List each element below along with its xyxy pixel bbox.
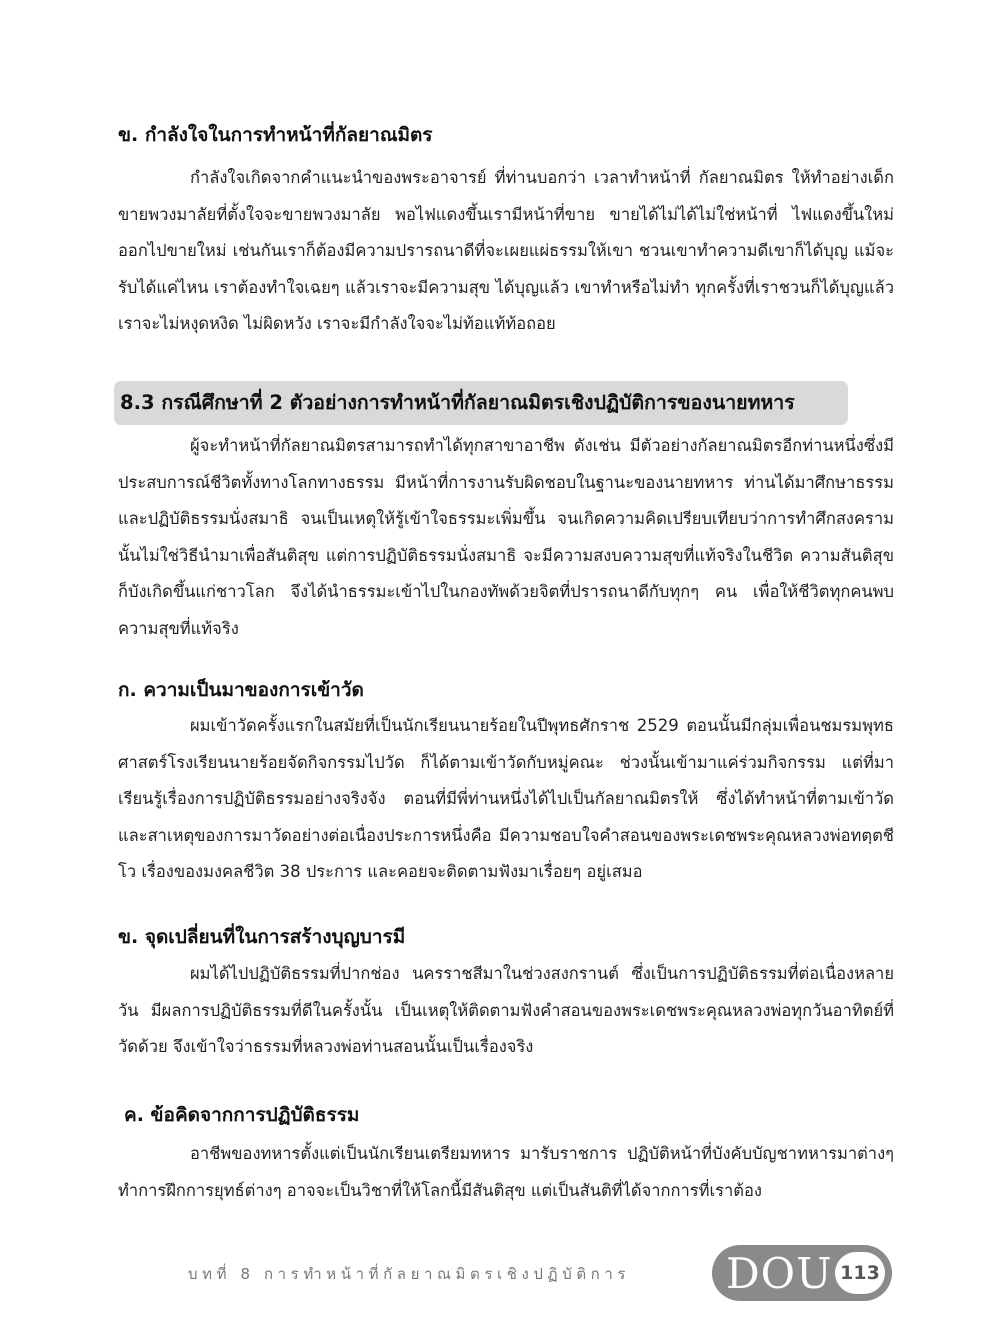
paragraph-case-study xyxy=(118,428,894,647)
heading-encouragement: ข. กำลังใจในการทำหน้าที่กัลยาณมิตร xyxy=(118,124,433,146)
paragraph-text: ผมเข้าวัดครั้งแรกในสมัยที่เป็นนักเรียนนายร้อยในปีพุทธศักราช 2529 ตอนนั้นมีกลุ่มเพื่อนชมรมพุทธศาสตร์โรงเรียนนายร้อยจัดกิจกรรมไปวัด ก็ได้ตามเข้าวัดกับหมู่คณะ ช่วงนั้นเข้ามาแค่ร่วมกิจกรรม แต่ที่มาเรียนรู้เรื่องการปฏิบัติธรรมอย่างจริงจัง ตอนที่มีพี่ท่านหนึ่งได้ไปเป็นกัลยาณมิตรให้ ซึ่งได้ทำหน้าที่ตามเข้าวัด และสาเหตุของการมาวัดอย่างต่อเนื่องประการหนึ่งคือ มีความชอบใจคำสอนของพระเดชพระคุณหลวงพ่อทตฺตชีโว เรื่องของมงคลชีวิต 38 ประการ และคอยจะติดตามฟังมาเรื่อยๆ อยู่เสมอ xyxy=(118,716,894,881)
dou-logo: DOU xyxy=(726,1249,833,1298)
paragraph-reflections xyxy=(118,1136,894,1209)
page-badge xyxy=(712,1245,892,1301)
paragraph-turning-point xyxy=(118,956,894,1066)
paragraph-text: ผมได้ไปปฏิบัติธรรมที่ปากช่อง นครราชสีมาในช่วงสงกรานต์ ซึ่งเป็นการปฏิบัติธรรมที่ต่อเนื่องหลายวัน มีผลการปฏิบัติธรรมที่ดีในครั้งนั้น เป็นเหตุให้ติดตามฟังคำสอนของพระเดชพระคุณหลวงพ่อทุกวันอาทิตย์ที่วัดด้วย จึงเข้าใจว่าธรรมที่หลวงพ่อท่านสอนนั้นเป็นเรื่องจริง xyxy=(118,964,894,1056)
paragraph-text: กำลังใจเกิดจากคำแนะนำของพระอาจารย์ ที่ท่านบอกว่า เวลาทำหน้าที่ กัลยาณมิตร ให้ทำอย่างเด็กขายพวงมาลัยที่ตั้งใจจะขายพวงมาลัย พอไฟแดงขึ้นเรามีหน้าที่ขาย ขายได้ไม่ได้ไม่ใช่หน้าที่ ไฟแดงขึ้นใหม่ออกไปขายใหม่ เช่นกันเราก็ต้องมีความปรารถนาดีที่จะเผยแผ่ธรรมให้เขา ชวนเขาทำความดีเขาก็ได้บุญ แม้จะรับได้แค่ไหน เราต้องทำใจเฉยๆ แล้วเราจะมีความสุข ได้บุญแล้ว เขาทำหรือไม่ทำ ทุกครั้งที่เราชวนก็ได้บุญแล้ว เราจะไม่หงุดหงิด ไม่ผิดหวัง เราจะมีกำลังใจจะไม่ท้อแท้ท้อถอย xyxy=(118,168,894,333)
heading-reflections: ค. ข้อคิดจากการปฏิบัติธรรม xyxy=(124,1104,360,1126)
paragraph-text: อาชีพของทหารตั้งแต่เป็นนักเรียนเตรียมทหาร มารับราชการ ปฏิบัติหน้าที่บังคับบัญชาทหารมาต่างๆ ทำการฝึกการยุทธ์ต่างๆ อาจจะเป็นวิชาที่ให้โลกนี้มีสันติสุข แต่เป็นสันติที่ได้จากการที่เราต้อง xyxy=(118,1144,894,1200)
section-title-box xyxy=(114,381,848,425)
heading-temple-history: ก. ความเป็นมาของการเข้าวัด xyxy=(118,679,364,701)
heading-turning-point: ข. จุดเปลี่ยนที่ในการสร้างบุญบารมี xyxy=(118,926,406,948)
paragraph-encouragement xyxy=(118,160,894,343)
section-title: 8.3 กรณีศึกษาที่ 2 ตัวอย่างการทำหน้าที่กัลยาณมิตรเชิงปฏิบัติการของนายทหาร xyxy=(120,391,795,414)
paragraph-temple-history xyxy=(118,708,894,891)
footer-chapter-title: บทที่ 8 การทำหน้าที่กัลยาณมิตรเชิงปฏิบัติการ xyxy=(188,1265,631,1283)
paragraph-text: ผู้จะทำหน้าที่กัลยาณมิตรสามารถทำได้ทุกสาขาอาชีพ ดังเช่น มีตัวอย่างกัลยาณมิตรอีกท่านหนึ่งซึ่งมีประสบการณ์ชีวิตทั้งทางโลกทางธรรม มีหน้าที่การงานรับผิดชอบในฐานะของนายทหาร ท่านได้มาศึกษาธรรมและปฏิบัติธรรมนั่งสมาธิ จนเป็นเหตุให้รู้เข้าใจธรรมะเพิ่มขึ้น จนเกิดความคิดเปรียบเทียบว่าการทำศึกสงครามนั้นไม่ใช่วิธีนำมาเพื่อสันติสุข แต่การปฏิบัติธรรมนั่งสมาธิ จะมีความสงบความสุขที่แท้จริงในชีวิต ความสันติสุขก็บังเกิดขึ้นแก่ชาวโลก จึงได้นำธรรมะเข้าไปในกองทัพด้วยจิตที่ปรารถนาดีกับทุกๆ คน เพื่อให้ชีวิตทุกคนพบความสุขที่แท้จริง xyxy=(118,436,894,638)
page-number: 113 xyxy=(835,1252,885,1294)
